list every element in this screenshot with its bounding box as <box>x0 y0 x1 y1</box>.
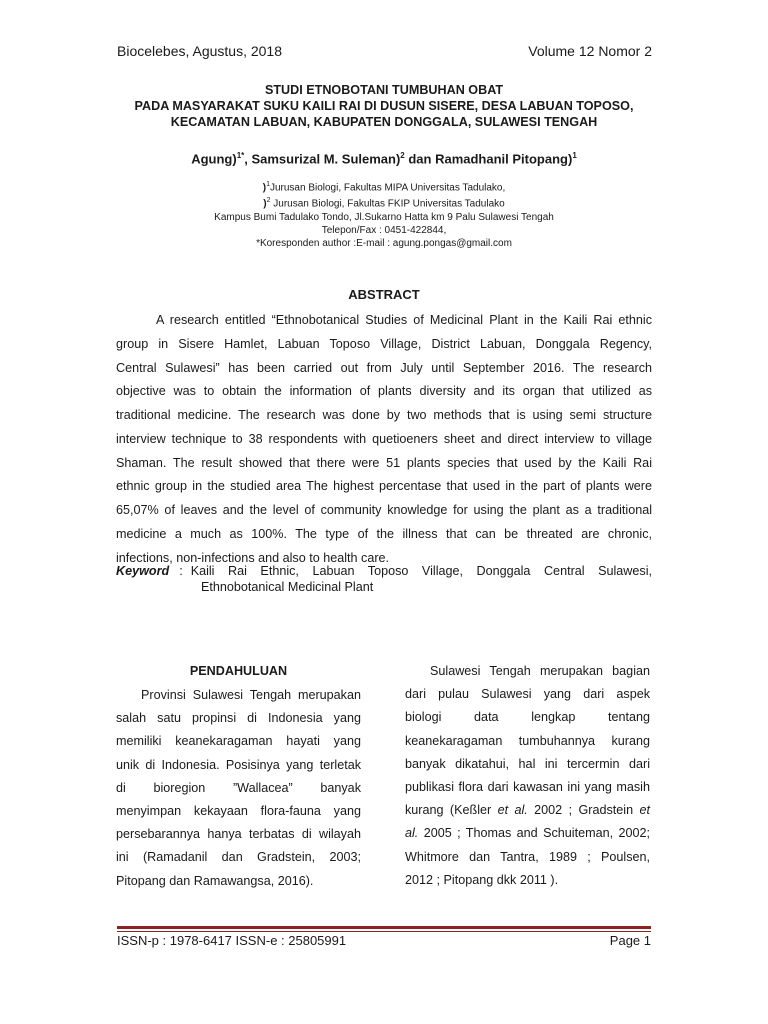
author-sup: 2 <box>400 151 405 160</box>
body-line: Sulawesi Tengah merupakan bagian <box>430 664 650 678</box>
footer-rule-thin <box>117 931 651 932</box>
body-line: salah satu propinsi di Indonesia yang <box>116 711 361 726</box>
body-line: Pitopang dan Ramawangsa, 2016). <box>116 873 314 888</box>
affiliation-line <box>120 194 648 210</box>
aff-text: Jurusan Biologi, Fakultas FKIP Universitas Tadulako <box>270 198 505 210</box>
author-sup: 1 <box>572 151 577 160</box>
author-name: dan Ramadhanil Pitopang) <box>404 151 573 167</box>
aff-mark: ) <box>262 182 267 194</box>
abstract-line: 65,07% of leaves and the level of community knowledge for using the plant as a traditional <box>116 503 652 517</box>
author-list <box>100 151 668 166</box>
title-line: PADA MASYARAKAT SUKU KAILI RAI DI DUSUN SISERE, DESA LABUAN TOPOSO, <box>134 99 634 113</box>
section-heading: PENDAHULUAN <box>189 664 288 678</box>
keyword-label: Keyword <box>116 564 170 578</box>
right-column <box>405 660 650 892</box>
body-line: unik di Indonesia. Posisinya yang terletak <box>116 757 361 772</box>
affiliation-line <box>120 178 648 194</box>
body-line: publikasi flora dari kawasan ini yang masih <box>405 779 650 794</box>
affiliations <box>120 178 648 250</box>
issn-footer: ISSN-p : 1978-6417 ISSN-e : 25805991 <box>117 933 347 948</box>
left-column <box>116 660 361 893</box>
body-line: 2012 ; Pitopang dkk 2011 ). <box>405 872 559 887</box>
abstract-line: interview technique to 38 respondents with quetioeners sheet and direct interview to village <box>116 431 652 446</box>
abstract-heading: ABSTRACT <box>348 287 420 302</box>
text-run: 2005 ; Thomas and Schuiteman, 2002; <box>418 826 650 841</box>
aff-text: Jurusan Biologi, Fakultas MIPA Universitas Tadulako, <box>269 182 506 194</box>
aff-sup: 1 <box>266 181 270 188</box>
aff-mark: ) <box>263 198 267 210</box>
body-line: Whitmore dan Tantra, 1989 ; Poulsen, <box>405 849 650 864</box>
abstract-line: Central Sulawesi” has been carried out from July until September 2016. The research <box>116 360 652 375</box>
abstract-line: objective was to obtain the information of plants diversity and its organ that utilized as <box>116 384 652 399</box>
paper-title <box>100 82 668 130</box>
title-line: STUDI ETNOBOTANI TUMBUHAN OBAT <box>264 83 504 97</box>
title-line: KECAMATAN LABUAN, KABUPATEN DONGGALA, SULAWESI TENGAH <box>170 115 598 129</box>
author-name: , Samsurizal M. Suleman) <box>244 151 401 167</box>
body-line: keanekaragaman tumbuhannya kurang <box>405 733 650 748</box>
footer-rule-thick <box>117 926 651 929</box>
body-line <box>405 822 650 845</box>
keyword-row <box>116 563 652 579</box>
body-line: di bioregion ”Wallacea” banyak <box>116 780 361 795</box>
affiliation-line: Kampus Bumi Tadulako Tondo, Jl.Sukarno Hatta km 9 Palu Sulawesi Tengah <box>214 211 554 223</box>
italic-run: et al. <box>497 803 528 818</box>
body-line: persebarannya hanya terbatas di wilayah <box>116 827 361 842</box>
abstract-body <box>116 309 652 570</box>
body-line: banyak dikatahui, hal ini tercermin dari <box>405 756 650 771</box>
text-run: kurang (Keßler <box>405 803 498 818</box>
author-sup: 1* <box>236 151 245 160</box>
body-line: Provinsi Sulawesi Tengah merupakan <box>141 688 361 702</box>
keyword-text: Kaili Rai Ethnic, Labuan Toposo Village, Donggala Central Sulawesi, <box>190 564 652 578</box>
volume-header: Volume 12 Nomor 2 <box>528 43 652 59</box>
italic-run: al. <box>405 826 419 841</box>
body-line: dari pulau Sulawesi yang dari aspek <box>405 687 650 702</box>
author-name: Agung) <box>191 151 237 167</box>
abstract-line: group in Sisere Hamlet, Labuan Toposo Village, District Labuan, Donggala Regency, <box>116 336 652 351</box>
footer-divider <box>117 926 651 932</box>
correspondence-line: *Koresponden author :E-mail : agung.pongas@gmail.com <box>256 237 512 249</box>
abstract-line: medicine a much as 100%. The type of the illness that can be threated are chronic, <box>116 526 652 541</box>
page-number: Page 1 <box>609 933 651 948</box>
affiliation-line: Telepon/Fax : 0451-422844, <box>321 224 447 236</box>
keyword-separator: : <box>179 564 183 578</box>
abstract-line: traditional medicine. The research was done by two methods that is using semi structure <box>116 408 652 422</box>
body-line: memiliki keanekaragaman hayati yang <box>116 734 361 749</box>
body-line: menyimpan kekayaan flora-fauna yang <box>116 803 361 818</box>
italic-run: et <box>639 803 650 818</box>
abstract-line: Shaman. The result showed that there were 51 plants species that used by the Kaili Rai <box>116 455 652 470</box>
keyword-text: Ethnobotanical Medicinal Plant <box>201 580 374 594</box>
keywords <box>116 563 652 595</box>
text-run: 2002 ; Gradstein <box>527 803 640 818</box>
body-line: biologi data lengkap tentang <box>405 710 650 725</box>
journal-header: Biocelebes, Agustus, 2018 <box>117 43 283 59</box>
abstract-line: A research entitled “Ethnobotanical Studies of Medicinal Plant in the Kaili Rai ethnic <box>156 313 652 327</box>
body-line: ini (Ramadanil dan Gradstein, 2003; <box>116 850 361 865</box>
aff-sup: 2 <box>266 197 271 205</box>
abstract-line: ethnic group in the studied area The highest percentase that used in the part of plants were <box>116 479 652 494</box>
body-line <box>405 799 650 822</box>
abstract-line: infections, non-infections and also to health care. <box>116 550 390 565</box>
